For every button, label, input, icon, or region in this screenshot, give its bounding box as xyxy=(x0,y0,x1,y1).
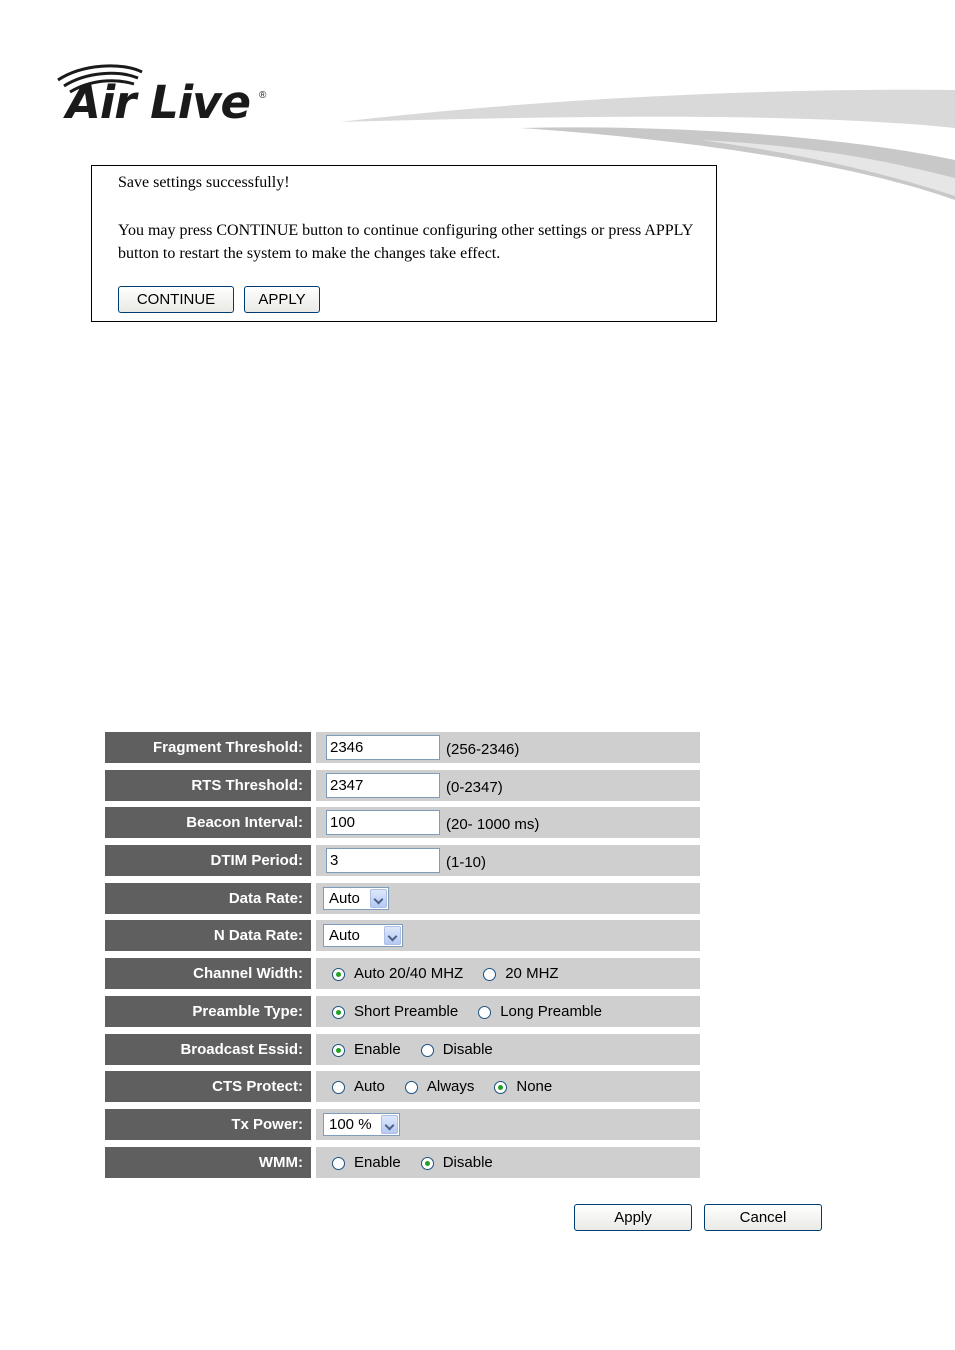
n-data-rate-row xyxy=(105,920,700,951)
channel-width-row xyxy=(105,958,700,989)
wmm-label: WMM: xyxy=(105,1147,311,1178)
cts-protect-auto-label: Auto xyxy=(354,1078,385,1096)
data-rate-value-cell xyxy=(316,883,700,914)
data-rate-select[interactable] xyxy=(323,887,389,910)
long-preamble-radio[interactable] xyxy=(478,1006,491,1019)
apply-button[interactable]: Apply xyxy=(574,1204,692,1231)
broadcast-essid-enable-radio[interactable] xyxy=(332,1044,345,1057)
tx-power-label: Tx Power: xyxy=(105,1109,311,1140)
channel-width-auto-label: Auto 20/40 MHZ xyxy=(354,965,464,983)
beacon-interval-input[interactable]: 100 xyxy=(326,810,440,835)
long-preamble-label: Long Preamble xyxy=(500,1002,602,1020)
cts-protect-radio-group xyxy=(332,1071,572,1102)
cts-protect-value-cell xyxy=(316,1071,700,1102)
fragment-threshold-row xyxy=(105,732,700,763)
beacon-interval-label: Beacon Interval: xyxy=(105,807,311,838)
dtim-period-label: DTIM Period: xyxy=(105,845,311,876)
channel-width-radio-group xyxy=(332,958,579,989)
cts-protect-always-radio[interactable] xyxy=(405,1081,418,1094)
beacon-interval-value-cell xyxy=(316,807,700,838)
broadcast-essid-row xyxy=(105,1034,700,1065)
cts-protect-auto-radio[interactable] xyxy=(332,1081,345,1094)
airlive-logo xyxy=(52,62,292,132)
broadcast-essid-disable-radio[interactable] xyxy=(421,1044,434,1057)
beacon-interval-range: (20- 1000 ms) xyxy=(446,816,540,834)
broadcast-essid-enable-label: Enable xyxy=(354,1040,401,1058)
cts-protect-always-label: Always xyxy=(426,1078,475,1096)
dtim-period-input[interactable]: 3 xyxy=(326,848,440,873)
cts-protect-label: CTS Protect: xyxy=(105,1071,311,1102)
broadcast-essid-disable-label: Disable xyxy=(442,1040,493,1058)
preamble-type-label: Preamble Type: xyxy=(105,996,311,1027)
n-data-rate-value-cell xyxy=(316,920,700,951)
n-data-rate-select[interactable] xyxy=(323,924,403,947)
rts-threshold-value-cell xyxy=(316,770,700,801)
fragment-threshold-value-cell xyxy=(316,732,700,763)
advanced-wireless-settings xyxy=(105,732,700,1184)
rts-threshold-range: (0-2347) xyxy=(446,778,503,796)
wmm-radio-group xyxy=(332,1147,513,1178)
data-rate-row xyxy=(105,883,700,914)
dtim-period-value-cell xyxy=(316,845,700,876)
cts-protect-row xyxy=(105,1071,700,1102)
fragment-threshold-range: (256-2346) xyxy=(446,741,520,758)
dtim-period-range: (1-10) xyxy=(446,854,487,872)
channel-width-label: Channel Width: xyxy=(105,958,311,989)
dtim-period-row xyxy=(105,845,700,876)
chevron-down-icon[interactable] xyxy=(381,1115,398,1134)
n-data-rate-label: N Data Rate: xyxy=(105,920,311,951)
data-rate-selected: Auto xyxy=(329,889,360,907)
save-instructions: You may press CONTINUE button to continue configuring other settings or press APPLY button to restart the system to make the changes take effect. xyxy=(118,222,693,262)
wmm-value-cell xyxy=(316,1147,700,1178)
fragment-threshold-input[interactable]: 2346 xyxy=(326,735,440,760)
preamble-type-radio-group xyxy=(332,996,622,1027)
continue-button[interactable]: CONTINUE xyxy=(118,286,234,313)
tx-power-row xyxy=(105,1109,700,1140)
save-settings-dialog xyxy=(91,165,717,322)
wmm-enable-label: Enable xyxy=(354,1153,401,1171)
wmm-enable-radio[interactable] xyxy=(332,1157,345,1170)
short-preamble-radio[interactable] xyxy=(332,1006,345,1019)
cts-protect-none-radio[interactable] xyxy=(494,1081,507,1094)
channel-width-value-cell xyxy=(316,958,700,989)
rts-threshold-row xyxy=(105,770,700,801)
channel-width-auto-radio[interactable] xyxy=(332,968,345,981)
cts-protect-none-label: None xyxy=(516,1078,553,1096)
rts-threshold-input[interactable]: 2347 xyxy=(326,773,440,798)
wmm-disable-label: Disable xyxy=(442,1153,493,1171)
chevron-down-icon[interactable] xyxy=(370,889,387,908)
wmm-disable-radio[interactable] xyxy=(421,1157,434,1170)
beacon-interval-row xyxy=(105,807,700,838)
data-rate-label: Data Rate: xyxy=(105,883,311,914)
tx-power-value-cell xyxy=(316,1109,700,1140)
chevron-down-icon[interactable] xyxy=(384,926,401,945)
tx-power-selected: 100 % xyxy=(329,1115,372,1133)
save-success-title: Save settings successfully! xyxy=(118,174,290,191)
fragment-threshold-label: Fragment Threshold: xyxy=(105,732,311,763)
preamble-type-row xyxy=(105,996,700,1027)
n-data-rate-selected: Auto xyxy=(329,927,360,945)
broadcast-essid-radio-group xyxy=(332,1034,513,1065)
broadcast-essid-value-cell xyxy=(316,1034,700,1065)
rts-threshold-label: RTS Threshold: xyxy=(105,770,311,801)
cancel-button[interactable]: Cancel xyxy=(704,1204,822,1231)
preamble-type-value-cell xyxy=(316,996,700,1027)
logo-text: Air Live xyxy=(66,76,251,129)
wmm-row xyxy=(105,1147,700,1178)
channel-width-20-label: 20 MHZ xyxy=(505,965,559,983)
apply-restart-button[interactable]: APPLY xyxy=(244,286,320,313)
tx-power-select[interactable] xyxy=(323,1113,400,1136)
broadcast-essid-label: Broadcast Essid: xyxy=(105,1034,311,1065)
short-preamble-label: Short Preamble xyxy=(354,1002,459,1020)
registered-mark: ® xyxy=(259,90,267,101)
channel-width-20-radio[interactable] xyxy=(483,968,496,981)
